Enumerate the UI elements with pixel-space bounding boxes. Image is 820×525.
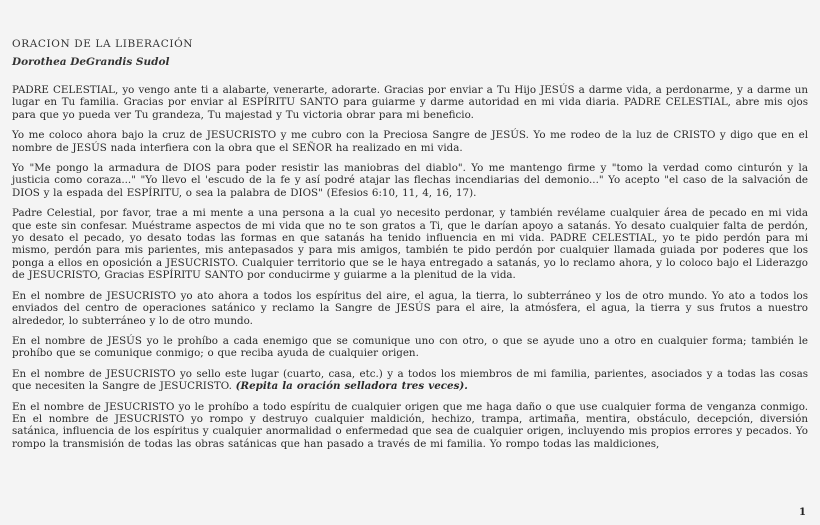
document-author: Dorothea DeGrandis Sudol [12,56,170,68]
paragraph-5: En el nombre de JESUCRISTO yo ato ahora a todos los espíritus del aire, el agua, la tierra, lo subterráneo y los de otro mundo. Yo ato a todos los enviados del centro de operaciones satánico y reclamo la Sangre de JESÚS para el aire, la atmósfera, el agua, la tierra y sus frutos a nuestro alrededor, lo subterráneo y lo de otro mundo. [12,289,808,327]
paragraph-4: Padre Celestial, por favor, trae a mi mente a una persona a la cual yo necesito perdonar, y también revélame cualquier área de pecado en mi vida que este sin confesar. Muéstrame aspectos de mi vida que no te son gratos a Ti, que le darían apoyo a satanás. Yo desato cualquier falta de perdón, yo desato el pecado, yo desato todas las formas en que satanás ha tenido influencia en mi vida. PADRE CELESTIAL, yo te pido perdón para mi mismo, perdón para mis parientes, mis antepasados y para mis amigos, también te pido perdón por cualquier llamada guiada por poderes que los ponga a ellos en oposición a JESUCRISTO. Cualquier territorio que se le haya entregado a satanás, yo lo reclamo ahora, y lo coloco bajo el Liderazgo de JESUCRISTO, Gracias ESPÍRITU SANTO por conducirme y guiarme a la plenitud de la vida. [12,207,808,282]
paragraph-6: En el nombre de JESÚS yo le prohíbo a cada enemigo que se comunique uno con otro, o que se ayude uno a otro en cualquier forma; también le prohíbo que se comunique conmigo; o que reciba ayuda de cualquier origen. [12,334,808,360]
page-number: 1 [799,507,806,518]
paragraph-1: PADRE CELESTIAL, yo vengo ante ti a alabarte, venerarte, adorarte. Gracias por enviar a Tu Hijo JESÚS a darme vida, a perdonarme, y a darme un lugar en Tu familia. Gracias por enviar al ESPÍRITU SANTO para guiarme y darme autoridad en mi vida diaria. PADRE CELESTIAL, abre mis ojos para que yo pueda ver Tu grandeza, Tu majestad y Tu victoria obrar para mi beneficio. [12,84,808,121]
paragraph-2: Yo me coloco ahora bajo la cruz de JESUCRISTO y me cubro con la Preciosa Sangre de JESÚS. Yo me rodeo de la luz de CRISTO y digo que en el nombre de JESÚS nada interfiera con la obra que el SEÑOR ha realizado en mi vida. [12,129,808,154]
paragraph-7-text: En el nombre de JESUCRISTO yo sello este lugar (cuarto, casa, etc.) y a todos los miembros de mi familia, parientes, asociados y a todas las cosas que necesiten la Sangre de JESUCRISTO. [12,367,808,393]
repeat-note: (Repita la oración selladora tres veces). [235,380,468,393]
paragraph-3: Yo "Me pongo la armadura de DIOS para poder resistir las maniobras del diablo". Yo me mantengo firme y "tomo la verdad como cinturón y la justicia como coraza..." "Yo llevo el 'escudo de la fe y así podré atajar las flechas incendiarias del demonio..." Yo acepto "el caso de la salvación de DIOS y la espada del ESPÍRITU, o sea la palabra de DIOS" (Efesios 6:10, 11, 4, 16, 17). [12,162,808,199]
paragraph-8: En el nombre de JESUCRISTO yo le prohíbo a todo espíritu de cualquier origen que me haga daño o que use cualquier forma de venganza conmigo. En el nombre de JESUCRISTO yo rompo y destruyo cualquier maldición, hechizo, trampa, artimaña, mentira, obstáculo, decepción, diversión satánica, influencia de los espíritus y cualquier anormalidad o enfermedad que sea de cualquier origen, incluyendo mis propios errores y pecados. Yo rompo la transmisión de todas las obras satánicas que han pasado a través de mi familia. Yo rompo todas las maldiciones, [12,400,808,450]
paragraph-7 [12,368,808,393]
document-page [12,38,808,458]
document-title: ORACION DE LA LIBERACIÓN [12,38,194,50]
